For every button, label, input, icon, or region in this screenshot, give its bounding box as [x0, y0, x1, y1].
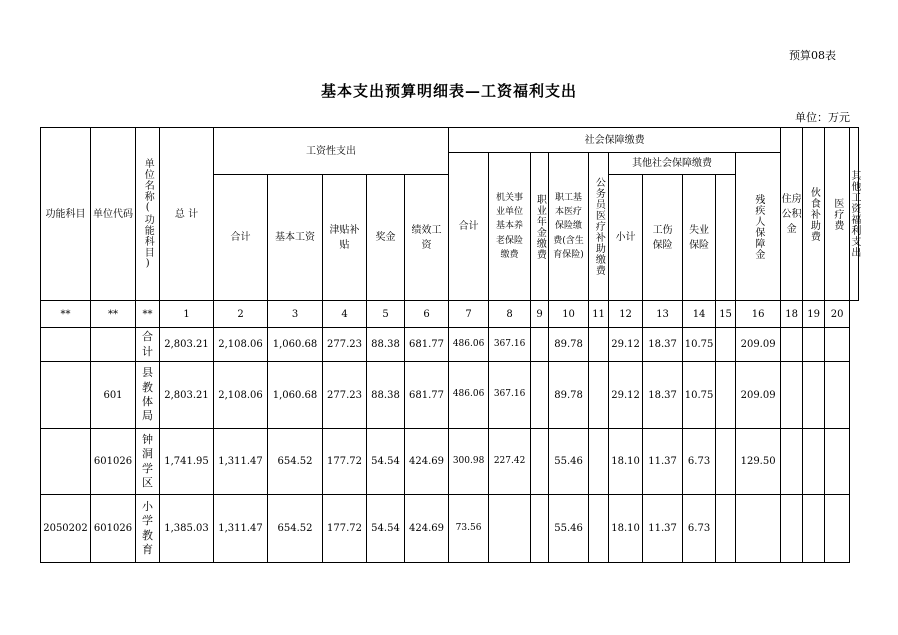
- header-bonus: 奖金: [367, 175, 405, 301]
- unit-label: 单位：万元: [795, 111, 850, 124]
- header-unit-name: 单位名称(功能科目): [136, 128, 160, 301]
- header-unemployment: 失业保险: [683, 175, 716, 301]
- header-basic-wage: 基本工资: [268, 175, 323, 301]
- table-row: 601026 钟洞学区 1,741.95 1,311.47 654.52 177.72 54.54 424.69 300.98 227.42 55.46 18.10 11.37 6.73 129.50: [41, 429, 859, 495]
- header-other-subtotal: 小计: [609, 175, 643, 301]
- table-row: 601 县教体局 2,803.21 2,108.06 1,060.68 277.23 88.38 681.77 486.06 367.16 89.78 29.12 18.37 10.75 209.09: [41, 362, 859, 429]
- header-social-group: 社会保障缴费: [449, 128, 781, 153]
- header-other-welfare: 其他工资福利支出: [850, 128, 859, 301]
- header-disabled: 残疾人保障金: [736, 153, 781, 301]
- page-title: 基本支出预算明细表—工资福利支出: [320, 82, 577, 100]
- header-civil-medical: 公务员医疗补助缴费: [589, 153, 609, 301]
- header-other-social-group: 其他社会保障缴费: [609, 153, 736, 175]
- budget-table: [40, 127, 859, 563]
- form-number-label: 预算08表: [789, 49, 836, 62]
- header-medical-fee: 医疗费: [825, 128, 850, 301]
- header-allowance: 津贴补贴: [323, 175, 367, 301]
- header-wage-group: 工资性支出: [214, 128, 449, 175]
- header-merit-wage: 绩效工资: [405, 175, 449, 301]
- header-medical: 职工基本医疗保险缴费(含生育保险): [549, 153, 589, 301]
- header-meal: 伙食补助费: [803, 128, 825, 301]
- header-pension: 机关事业单位基本养老保险缴费: [489, 153, 531, 301]
- table-row: 合计 2,803.21 2,108.06 1,060.68 277.23 88.38 681.77 486.06 367.16 89.78 29.12 18.37 10.75 209.09: [41, 328, 859, 362]
- header-injury: 工伤保险: [643, 175, 683, 301]
- header-unit-code: 单位代码: [91, 128, 136, 301]
- header-occupational: 职业年金缴费: [531, 153, 549, 301]
- table-row: 2050202 601026 小学教育 1,385.03 1,311.47 654.52 177.72 54.54 424.69 73.56 55.46 18.10 11.37 6.73: [41, 495, 859, 563]
- header-total: 总 计: [160, 128, 214, 301]
- header-wage-total: 合计: [214, 175, 268, 301]
- header-housing-fund: 住房公积金: [781, 128, 803, 301]
- index-row: ** ** ** 1 2 3 4 5 6 7 8 9 10 11 12 13 14 15 16 18 19 20: [41, 301, 859, 328]
- header-social-total: 合计: [449, 153, 489, 301]
- header-func-subject: 功能科目: [41, 128, 91, 301]
